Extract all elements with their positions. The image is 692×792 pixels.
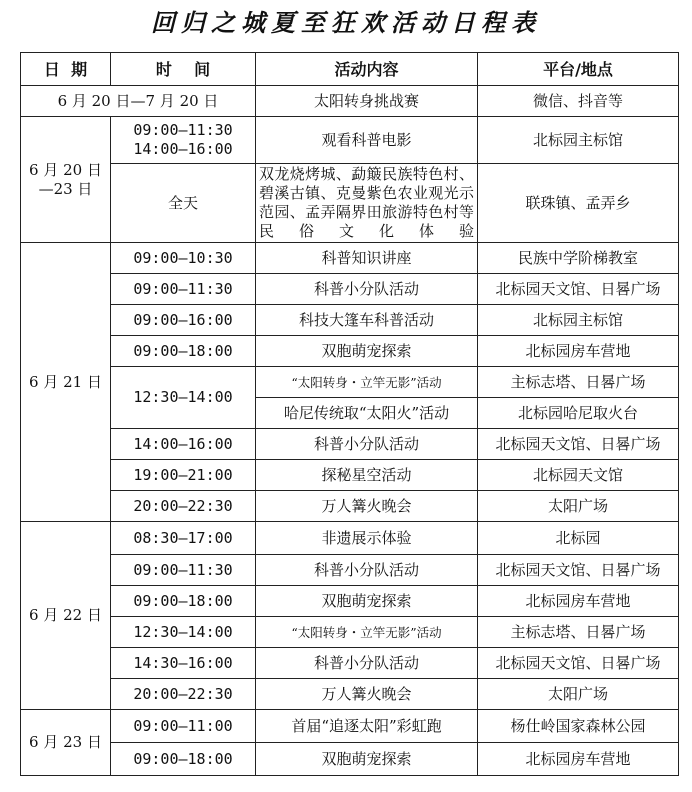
venue-cell: 主标志塔、日晷广场 [478,367,679,398]
time-cell: 14:00—16:00 [111,429,256,460]
table-row [21,679,679,710]
table-row [21,243,679,274]
header-activity: 活动内容 [256,53,478,86]
activity-cell: 科普小分队活动 [256,429,478,460]
table-header-row [21,53,679,86]
activity-cell: 万人篝火晚会 [256,679,478,710]
time-cell: 09:00—11:30 14:00—16:00 [111,117,256,164]
table-row [21,710,679,743]
time-cell: 09:00—11:00 [111,710,256,743]
activity-cell: 哈尼传统取“太阳火”活动 [256,398,478,429]
table-row [21,305,679,336]
activity-cell: 科普小分队活动 [256,555,478,586]
venue-cell: 北标园天文馆、日晷广场 [478,429,679,460]
table-row [21,164,679,243]
page-title: 回归之城夏至狂欢活动日程表 [151,8,541,37]
activity-cell: 双胞萌宠探索 [256,336,478,367]
activity-cell: “太阳转身・立竿无影”活动 [256,617,478,648]
venue-cell: 杨仕岭国家森林公园 [478,710,679,743]
date-cell: 6 月 20 日—7 月 20 日 [21,86,256,117]
activity-cell: 双胞萌宠探索 [256,586,478,617]
venue-cell: 太阳广场 [478,491,679,522]
table-row [21,367,679,398]
date-cell: 6 月 21 日 [21,243,111,522]
header-date: 日 期 [21,53,111,86]
venue-cell: 北标园哈尼取火台 [478,398,679,429]
time-cell: 14:30—16:00 [111,648,256,679]
activity-cell: 观看科普电影 [256,117,478,164]
venue-cell: 北标园主标馆 [478,117,679,164]
table-row [21,274,679,305]
activity-cell: 首届“追逐太阳”彩虹跑 [256,710,478,743]
activity-cell: 太阳转身挑战赛 [256,86,478,117]
time-cell: 09:00—18:00 [111,586,256,617]
time-cell: 20:00—22:30 [111,491,256,522]
date-cell: 6 月 22 日 [21,522,111,710]
venue-cell: 民族中学阶梯教室 [478,243,679,274]
venue-cell: 北标园房车营地 [478,336,679,367]
time-cell: 08:30—17:00 [111,522,256,555]
table-row [21,429,679,460]
time-cell: 09:00—18:00 [111,743,256,776]
table-row [21,555,679,586]
time-cell: 09:00—10:30 [111,243,256,274]
time-cell: 19:00—21:00 [111,460,256,491]
schedule-table [20,52,679,776]
time-cell: 09:00—11:30 [111,555,256,586]
table-row [21,617,679,648]
venue-cell: 北标园 [478,522,679,555]
time-cell: 全天 [111,164,256,243]
activity-cell: 万人篝火晚会 [256,491,478,522]
activity-cell: 双胞萌宠探索 [256,743,478,776]
time-cell: 20:00—22:30 [111,679,256,710]
activity-cell: 科技大篷车科普活动 [256,305,478,336]
date-cell: 6 月 23 日 [21,710,111,776]
table-row [21,336,679,367]
date-cell: 6 月 20 日 —23 日 [21,117,111,243]
time-cell: 09:00—18:00 [111,336,256,367]
time-cell: 09:00—16:00 [111,305,256,336]
venue-cell: 北标园主标馆 [478,305,679,336]
venue-cell: 北标园房车营地 [478,586,679,617]
venue-cell: 北标园房车营地 [478,743,679,776]
activity-cell: 双龙烧烤城、勐簸民族特色村、碧溪古镇、克曼紫色农业观光示范园、孟弄隔界田旅游特色村等民俗文化体验 [256,164,478,243]
time-cell: 12:30—14:00 [111,617,256,648]
table-row [21,586,679,617]
header-venue: 平台/地点 [478,53,679,86]
venue-cell: 北标园天文馆 [478,460,679,491]
venue-cell: 太阳广场 [478,679,679,710]
activity-cell: 科普小分队活动 [256,648,478,679]
table-row [21,522,679,555]
table-row [21,460,679,491]
table-row [21,86,679,117]
activity-cell: 非遗展示体验 [256,522,478,555]
venue-cell: 北标园天文馆、日晷广场 [478,648,679,679]
table-row [21,743,679,776]
venue-cell: 北标园天文馆、日晷广场 [478,274,679,305]
header-time: 时 间 [111,53,256,86]
table-row [21,491,679,522]
time-cell: 12:30—14:00 [111,367,256,429]
activity-cell: 科普知识讲座 [256,243,478,274]
time-cell: 09:00—11:30 [111,274,256,305]
venue-cell: 联珠镇、孟弄乡 [478,164,679,243]
table-row [21,117,679,164]
activity-cell: 科普小分队活动 [256,274,478,305]
table-row [21,648,679,679]
activity-cell: 探秘星空活动 [256,460,478,491]
venue-cell: 主标志塔、日晷广场 [478,617,679,648]
venue-cell: 北标园天文馆、日晷广场 [478,555,679,586]
activity-cell: “太阳转身・立竿无影”活动 [256,367,478,398]
venue-cell: 微信、抖音等 [478,86,679,117]
